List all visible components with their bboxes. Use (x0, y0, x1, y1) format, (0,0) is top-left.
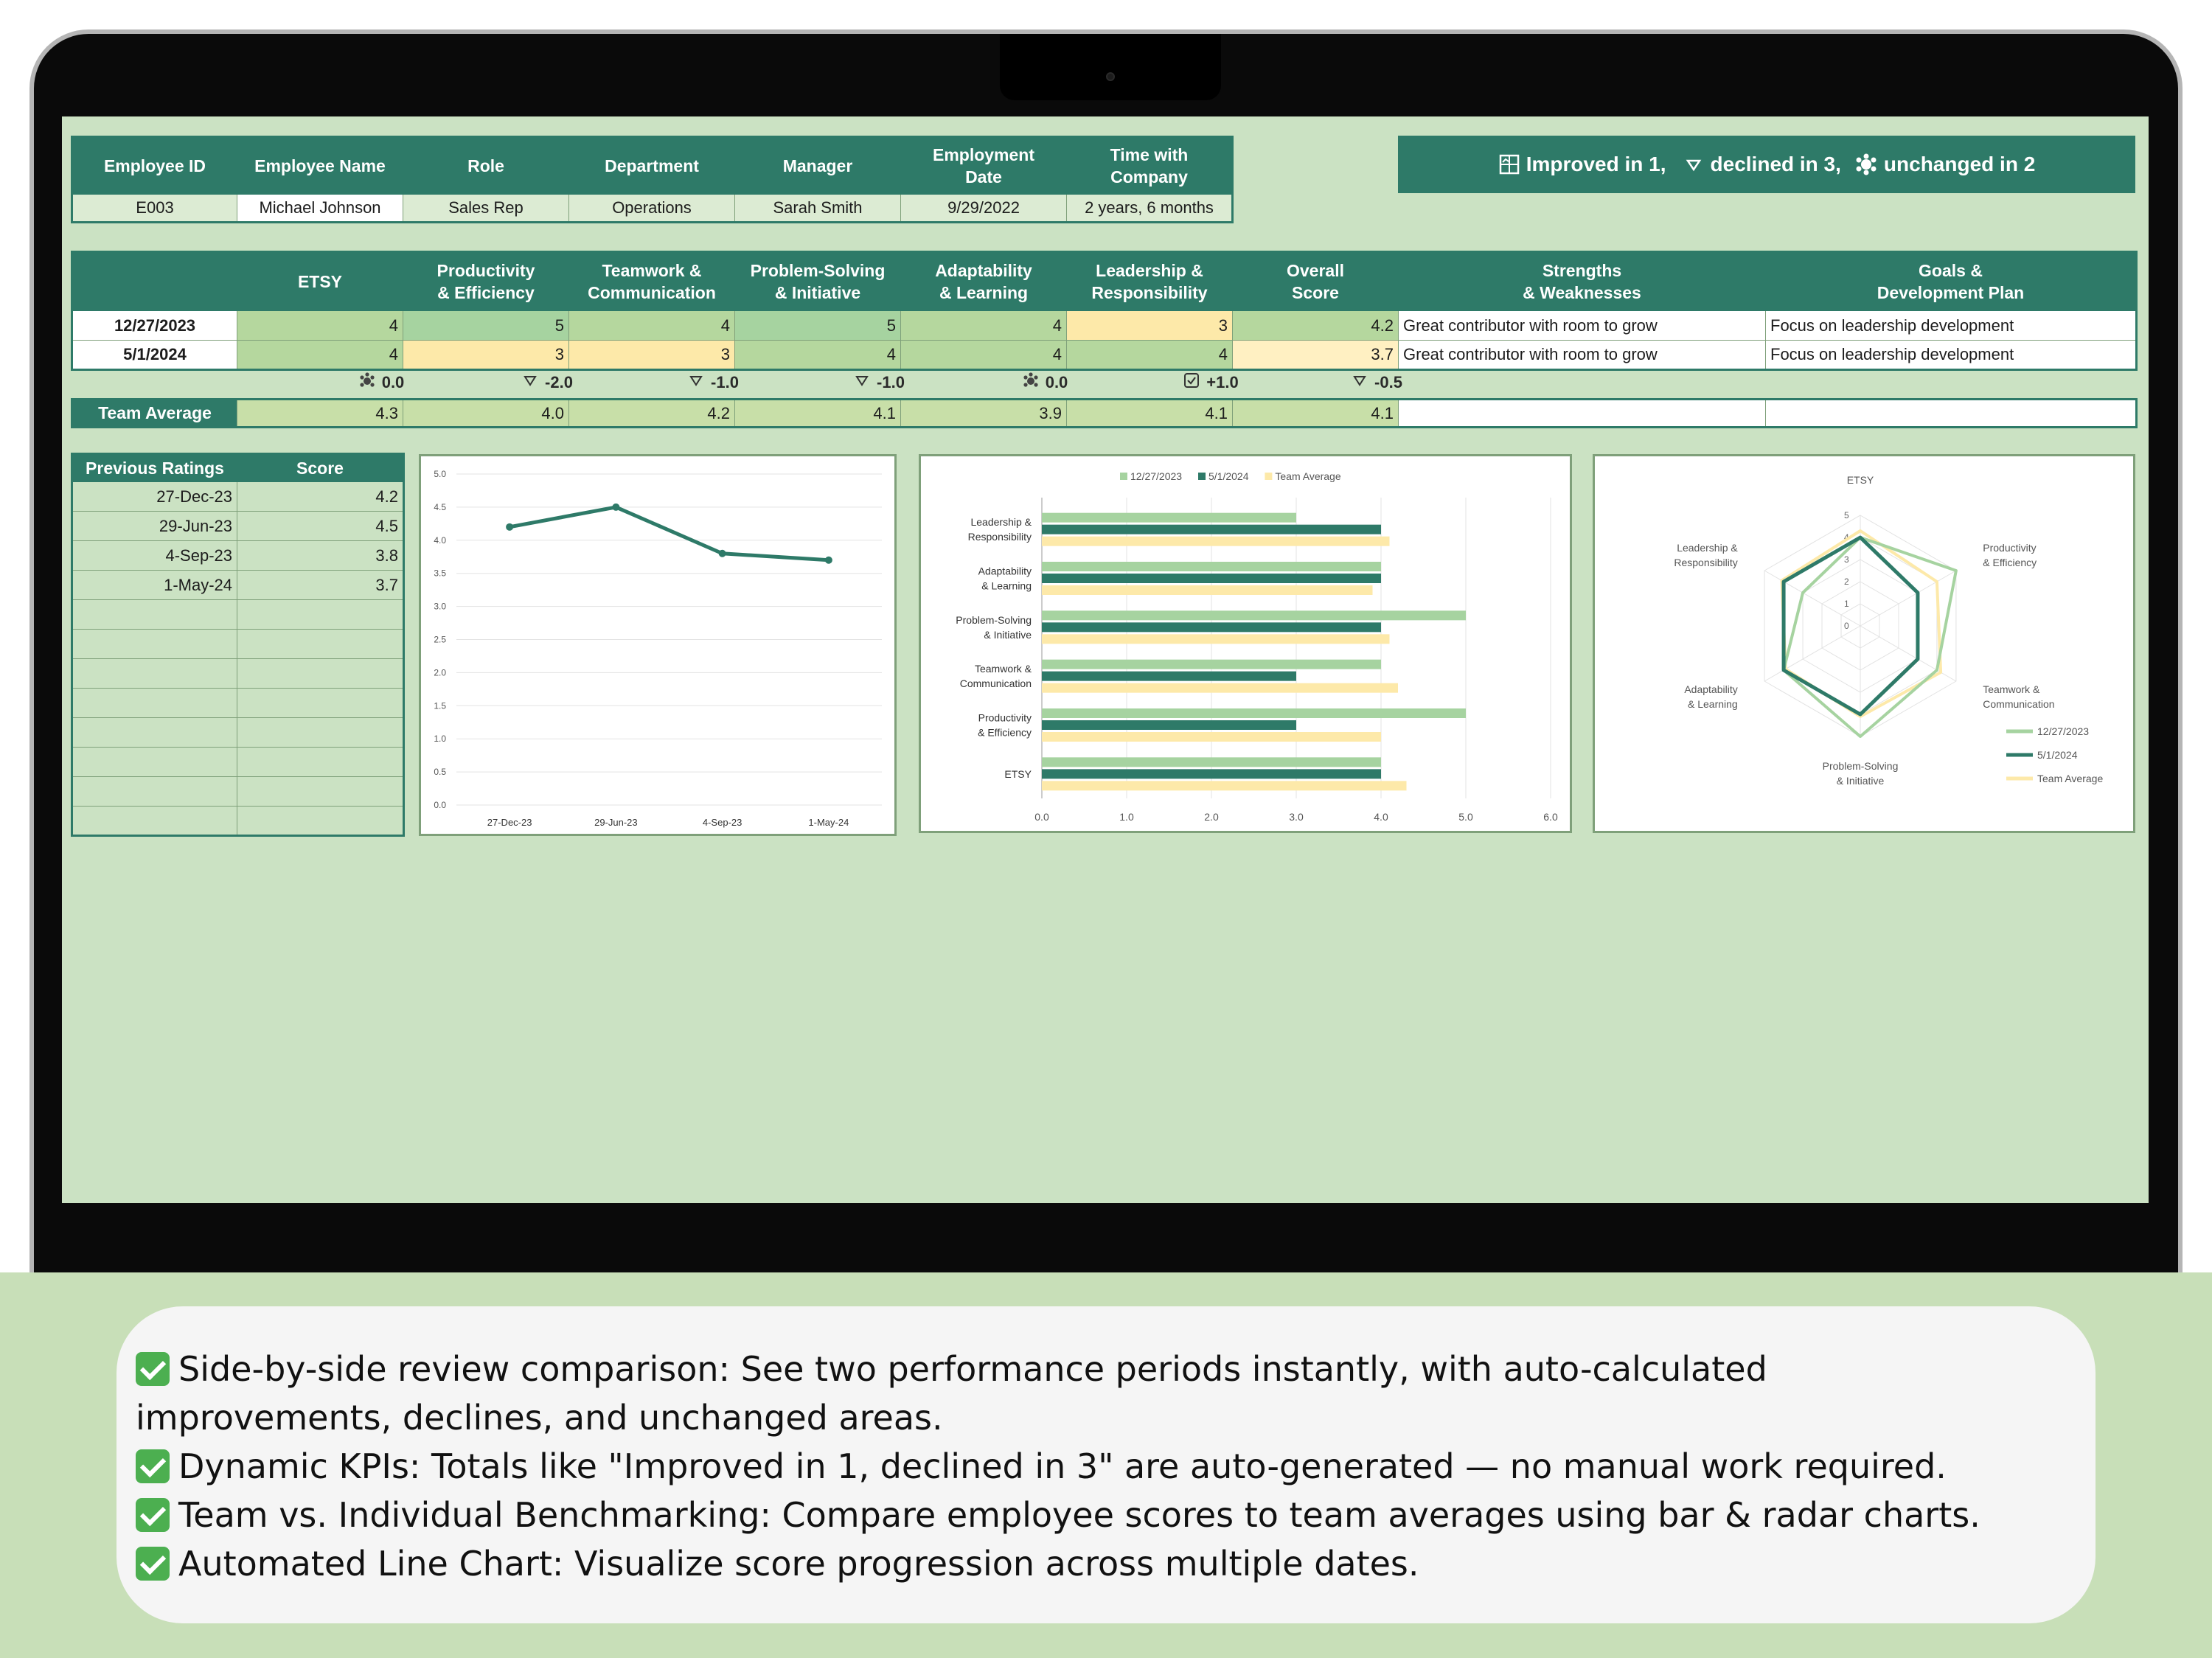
radar-chart-panel (1593, 454, 2135, 833)
check-mark-icon (136, 1449, 170, 1483)
radar-tick-label: 0 (1844, 621, 1849, 631)
previous-rating-date-cell[interactable] (72, 630, 237, 659)
bar-x-tick-label: 1.0 (1119, 811, 1134, 823)
bar-x-tick-label: 3.0 (1289, 811, 1304, 823)
bar-category-label: Adaptability (978, 565, 1032, 577)
score-cell[interactable]: 4 (237, 311, 403, 341)
kpi-unchanged-text: unchanged in 2 (1883, 153, 2036, 175)
delta-value: -1.0 (877, 373, 905, 391)
header-line: Development Plan (1877, 283, 2025, 302)
kpi-summary-banner (1398, 136, 2135, 193)
line-chart-panel (419, 454, 897, 836)
previous-rating-date-cell[interactable] (72, 748, 237, 777)
header-time-with-company (1067, 137, 1233, 195)
header-adaptability (901, 252, 1067, 311)
caption-item-2 (136, 1442, 2096, 1491)
header-line: Adaptability (935, 261, 1032, 280)
empty-cell[interactable] (1399, 400, 1766, 428)
line-x-tick-label: 27-Dec-23 (487, 817, 532, 828)
bar-mark[interactable] (1042, 525, 1381, 534)
team-average-cell[interactable]: 4.3 (237, 400, 403, 428)
previous-rating-row (72, 482, 404, 512)
previous-rating-row (72, 777, 404, 807)
previous-rating-date-cell[interactable] (72, 777, 237, 807)
header-line: Communication (588, 283, 716, 302)
bar-mark[interactable] (1042, 513, 1296, 523)
line-x-tick-label: 1-May-24 (808, 817, 849, 828)
header-previous-ratings: Previous Ratings (72, 454, 237, 482)
header-strengths (1399, 252, 1766, 311)
line-data-point[interactable] (719, 550, 726, 557)
caption-text: Dynamic KPIs: Totals like "Improved in 1, declined in 3" are auto-generated — no manual work required. (178, 1446, 1947, 1486)
delta-adaptability (961, 372, 1128, 394)
header-goals (1766, 252, 2137, 311)
header-line: Date (965, 167, 1002, 187)
bar-category-label: Productivity (978, 711, 1032, 724)
header-line: Employment (932, 145, 1035, 164)
radar-tick-label: 5 (1844, 510, 1849, 520)
bar-x-tick-label: 5.0 (1458, 811, 1473, 823)
previous-rating-score-cell[interactable]: 4.5 (237, 512, 404, 541)
header-line: & Efficiency (437, 283, 535, 302)
previous-rating-score-cell[interactable] (237, 630, 404, 659)
webcam-icon (1106, 72, 1115, 81)
spreadsheet-screen (62, 116, 2149, 1203)
previous-ratings-body (72, 482, 404, 836)
bar-mark[interactable] (1042, 720, 1296, 730)
radar-axis-label: Adaptability (1684, 683, 1738, 695)
role-cell[interactable]: Sales Rep (403, 195, 569, 223)
bar-category-label: ETSY (1004, 767, 1032, 780)
previous-rating-score-cell[interactable] (237, 659, 404, 689)
radar-axis-label: Problem-Solving (1822, 760, 1899, 772)
employee-name-cell[interactable]: Michael Johnson (237, 195, 403, 223)
score-cell[interactable]: 4 (735, 341, 901, 370)
employee-info-header-row (72, 137, 1233, 195)
previous-rating-row (72, 807, 404, 836)
bar-legend-label: Team Average (1275, 470, 1341, 482)
previous-rating-score-cell[interactable]: 4.2 (237, 482, 404, 512)
line-x-tick-label: 29-Jun-23 (594, 817, 638, 828)
header-line: ETSY (297, 272, 343, 291)
manager-cell[interactable]: Sarah Smith (735, 195, 901, 223)
time-with-company-cell[interactable]: 2 years, 6 months (1067, 195, 1233, 223)
delta-etsy (298, 372, 465, 394)
team-average-cell[interactable]: 3.9 (901, 400, 1067, 428)
line-data-point[interactable] (825, 557, 832, 564)
previous-rating-date-cell[interactable] (72, 659, 237, 689)
header-line: Employee Name (254, 156, 386, 175)
caption-text: Automated Line Chart: Visualize score progression across multiple dates. (178, 1544, 1419, 1584)
bar-mark[interactable] (1042, 562, 1381, 571)
previous-rating-date-cell[interactable] (72, 689, 237, 718)
employee-id-cell[interactable]: E003 (72, 195, 237, 223)
bar-legend-label: 12/27/2023 (1130, 470, 1183, 482)
previous-rating-date-cell[interactable] (72, 807, 237, 836)
radar-axis-label: ETSY (1846, 474, 1874, 486)
bar-mark[interactable] (1042, 781, 1407, 790)
strengths-cell[interactable]: Great contributor with room to grow (1399, 311, 1766, 341)
score-cell[interactable]: 3 (1067, 311, 1233, 341)
delta-value: 0.0 (381, 373, 405, 391)
delta-overall (1293, 372, 1460, 394)
bar-legend-label: 5/1/2024 (1208, 470, 1249, 482)
header-line: Responsibility (1091, 283, 1208, 302)
bar-mark[interactable] (1042, 574, 1381, 583)
header-line: Company (1110, 167, 1188, 187)
bar-category-label: Problem-Solving (956, 613, 1032, 626)
header-overall-score (1233, 252, 1399, 311)
delta-teamwork (630, 372, 796, 394)
previous-rating-row (72, 630, 404, 659)
header-line: Goals & (1919, 261, 1983, 280)
header-line: Time with (1110, 145, 1189, 164)
line-y-tick-label: 0.0 (434, 800, 446, 810)
employee-info-value-row (72, 195, 1233, 223)
bar-mark[interactable] (1042, 634, 1390, 644)
ratings-row-2 (72, 341, 2137, 370)
caption-text: improvements, declines, and unchanged areas. (136, 1398, 943, 1438)
line-y-tick-label: 1.0 (434, 734, 446, 745)
laptop-notch (1000, 34, 1221, 100)
bar-legend-swatch (1265, 473, 1272, 480)
header-leadership (1067, 252, 1233, 311)
caption-item-3 (136, 1491, 2096, 1539)
radar-axis-label: & Initiative (1836, 775, 1885, 787)
team-average-row (72, 400, 2137, 428)
goals-cell[interactable]: Focus on leadership development (1766, 311, 2137, 341)
goals-cell[interactable]: Focus on leadership development (1766, 341, 2137, 370)
team-average-cell[interactable]: 4.1 (735, 400, 901, 428)
skills-radar-chart (1595, 456, 2133, 831)
team-average-table (71, 398, 2138, 428)
line-y-tick-label: 4.0 (434, 534, 446, 546)
previous-rating-score-cell[interactable] (237, 807, 404, 836)
radar-axis-label: & Efficiency (1983, 557, 2037, 568)
header-line: Manager (782, 156, 853, 175)
score-cell[interactable]: 4 (237, 341, 403, 370)
bar-mark[interactable] (1042, 708, 1466, 718)
employee-info-table (71, 136, 1234, 223)
previous-rating-score-cell[interactable] (237, 718, 404, 748)
header-employee-id (72, 137, 237, 195)
improved-icon (1183, 372, 1200, 394)
header-role (403, 137, 569, 195)
bar-x-tick-label: 4.0 (1374, 811, 1388, 823)
radar-tick-label: 3 (1844, 554, 1849, 565)
header-department (569, 137, 735, 195)
score-cell[interactable]: 3 (403, 341, 569, 370)
previous-rating-row (72, 541, 404, 571)
caption-item-1-continued (136, 1393, 2096, 1442)
radar-axis-label: Responsibility (1674, 557, 1738, 568)
line-data-point[interactable] (506, 523, 513, 531)
empty-cell[interactable] (1766, 400, 2137, 428)
score-cell[interactable]: 5 (735, 311, 901, 341)
header-line: Strengths (1542, 261, 1622, 280)
header-line: Employee ID (103, 156, 206, 175)
unchanged-icon (1854, 153, 1878, 176)
previous-rating-date-cell[interactable]: 4-Sep-23 (72, 541, 237, 571)
delta-value: -0.5 (1374, 373, 1402, 391)
previous-rating-date-cell[interactable] (72, 600, 237, 630)
ratings-row-1 (72, 311, 2137, 341)
previous-rating-score-cell[interactable] (237, 600, 404, 630)
line-y-tick-label: 2.5 (434, 634, 446, 645)
header-line: Teamwork & (602, 261, 702, 280)
bar-mark[interactable] (1042, 537, 1390, 546)
header-line: Score (1292, 283, 1339, 302)
bar-category-label: Communication (959, 678, 1032, 690)
radar-axis-label: Communication (1983, 698, 2055, 710)
previous-rating-row (72, 718, 404, 748)
delta-value: 0.0 (1045, 373, 1068, 391)
previous-rating-row (72, 689, 404, 718)
delta-value: +1.0 (1206, 373, 1239, 391)
bar-category-label: & Learning (981, 579, 1032, 592)
radar-axis-label: Productivity (1983, 542, 2037, 554)
declined-icon (1351, 372, 1368, 394)
header-productivity (403, 252, 569, 311)
bar-chart-panel (919, 454, 1572, 833)
bar-x-tick-label: 0.0 (1034, 811, 1049, 823)
kpi-declined-text: declined in 3, (1710, 153, 1841, 175)
previous-rating-date-cell[interactable]: 1-May-24 (72, 571, 237, 600)
header-manager (735, 137, 901, 195)
employment-date-cell[interactable]: 9/29/2022 (901, 195, 1067, 223)
radar-axis-label: Leadership & (1677, 542, 1738, 554)
line-y-tick-label: 1.5 (434, 700, 446, 711)
team-average-cell[interactable]: 4.2 (569, 400, 735, 428)
previous-rating-score-cell[interactable] (237, 748, 404, 777)
bar-category-label: & Efficiency (978, 726, 1032, 739)
score-cell[interactable]: 4 (901, 341, 1067, 370)
previous-ratings-header-row (72, 454, 404, 482)
check-mark-icon (136, 1352, 170, 1386)
declined-icon (853, 372, 871, 394)
score-trend-line-chart (421, 456, 894, 834)
kpi-improved-text: Improved in 1, (1526, 153, 1666, 175)
header-etsy (237, 252, 403, 311)
header-teamwork (569, 252, 735, 311)
previous-rating-score-cell[interactable]: 3.7 (237, 571, 404, 600)
improved-icon (1498, 153, 1520, 175)
bar-x-tick-label: 2.0 (1204, 811, 1219, 823)
radar-legend-label: Team Average (2037, 773, 2104, 784)
radar-spoke (1860, 571, 1956, 626)
unchanged-icon (1022, 372, 1040, 394)
header-line: Problem-Solving (750, 261, 886, 280)
bar-mark[interactable] (1042, 757, 1381, 767)
radar-tick-label: 1 (1844, 599, 1849, 609)
line-data-point[interactable] (612, 504, 619, 511)
caption-text: Team vs. Individual Benchmarking: Compare employee scores to team averages using bar & radar charts. (178, 1495, 1980, 1535)
previous-rating-date-cell[interactable]: 27-Dec-23 (72, 482, 237, 512)
header-line: Role (467, 156, 504, 175)
bar-legend-swatch (1120, 473, 1127, 480)
line-x-tick-label: 4-Sep-23 (702, 817, 742, 828)
team-average-cell[interactable]: 4.0 (403, 400, 569, 428)
team-average-label: Team Average (72, 400, 237, 428)
review-date-cell[interactable]: 12/27/2023 (72, 311, 237, 341)
radar-axis-label: Teamwork & (1983, 683, 2040, 695)
caption-item-1 (136, 1345, 2096, 1393)
previous-rating-row (72, 600, 404, 630)
bar-mark[interactable] (1042, 610, 1466, 620)
line-y-tick-label: 2.0 (434, 667, 446, 678)
header-line: Leadership & (1096, 261, 1203, 280)
bar-legend-swatch (1198, 473, 1206, 480)
header-employment-date (901, 137, 1067, 195)
header-employee-name (237, 137, 403, 195)
bar-category-label: Responsibility (967, 531, 1032, 543)
declined-icon (687, 372, 705, 394)
delta-productivity (464, 372, 630, 394)
score-cell[interactable]: 4 (901, 311, 1067, 341)
radar-tick-label: 2 (1844, 577, 1849, 587)
benchmark-bar-chart (921, 456, 1570, 831)
radar-legend-label: 5/1/2024 (2037, 749, 2078, 761)
previous-rating-date-cell[interactable] (72, 718, 237, 748)
score-cell[interactable]: 3 (569, 341, 735, 370)
bar-mark[interactable] (1042, 660, 1381, 669)
score-trend-line (509, 507, 829, 560)
line-y-tick-label: 5.0 (434, 469, 446, 479)
delta-value: -1.0 (711, 373, 739, 391)
overall-score-cell[interactable]: 4.2 (1233, 311, 1399, 341)
caption-text: Side-by-side review comparison: See two performance periods instantly, with auto-calculated (178, 1349, 1767, 1389)
previous-rating-row (72, 748, 404, 777)
overall-score-cell[interactable]: 3.7 (1233, 341, 1399, 370)
header-blank (72, 252, 237, 311)
previous-ratings-table (71, 453, 405, 837)
declined-icon (521, 372, 539, 394)
delta-leadership (1127, 372, 1294, 394)
team-average-cell[interactable]: 4.1 (1233, 400, 1399, 428)
strengths-cell[interactable]: Great contributor with room to grow (1399, 341, 1766, 370)
line-y-tick-label: 3.0 (434, 601, 446, 612)
unchanged-icon (358, 372, 376, 394)
bar-category-label: & Initiative (984, 628, 1032, 641)
header-line: & Learning (939, 283, 1029, 302)
bar-mark[interactable] (1042, 683, 1398, 693)
bar-category-label: Leadership & (970, 516, 1032, 529)
delta-value: -2.0 (545, 373, 573, 391)
score-cell[interactable]: 5 (403, 311, 569, 341)
radar-legend-label: 12/27/2023 (2037, 725, 2090, 737)
check-mark-icon (136, 1498, 170, 1532)
header-line: Department (605, 156, 699, 175)
ratings-header-row (72, 252, 2137, 311)
bar-mark[interactable] (1042, 732, 1381, 742)
bar-category-label: Teamwork & (974, 663, 1032, 675)
radar-axis-label: & Learning (1688, 698, 1738, 710)
review-date-cell[interactable]: 5/1/2024 (72, 341, 237, 370)
caption-item-4 (136, 1539, 2096, 1588)
bar-mark[interactable] (1042, 769, 1381, 779)
previous-rating-row (72, 512, 404, 541)
score-cell[interactable]: 4 (569, 311, 735, 341)
ratings-comparison-table (71, 251, 2138, 371)
previous-rating-row (72, 571, 404, 600)
previous-rating-score-cell[interactable] (237, 689, 404, 718)
header-problem-solving (735, 252, 901, 311)
line-y-tick-label: 4.5 (434, 501, 446, 512)
department-cell[interactable]: Operations (569, 195, 735, 223)
bar-mark[interactable] (1042, 672, 1296, 681)
header-line: & Initiative (774, 283, 861, 302)
previous-rating-row (72, 659, 404, 689)
feature-caption-card (116, 1306, 2096, 1623)
line-y-tick-label: 0.5 (434, 767, 446, 778)
bar-x-tick-label: 6.0 (1543, 811, 1558, 823)
previous-rating-date-cell[interactable]: 29-Jun-23 (72, 512, 237, 541)
bar-mark[interactable] (1042, 585, 1373, 595)
previous-rating-score-cell[interactable] (237, 777, 404, 807)
line-y-tick-label: 3.5 (434, 568, 446, 579)
header-line: & Weaknesses (1523, 283, 1641, 302)
radar-tick-label: 4 (1844, 532, 1849, 543)
header-line: Productivity (437, 261, 535, 280)
score-cell[interactable]: 4 (1067, 341, 1233, 370)
radar-spoke (1764, 626, 1860, 681)
check-mark-icon (136, 1547, 170, 1581)
previous-rating-score-cell[interactable]: 3.8 (237, 541, 404, 571)
header-line: Overall (1287, 261, 1344, 280)
header-score: Score (237, 454, 404, 482)
delta-problem-solving (796, 372, 962, 394)
bar-mark[interactable] (1042, 622, 1381, 632)
team-average-cell[interactable]: 4.1 (1067, 400, 1233, 428)
declined-icon (1683, 153, 1705, 175)
